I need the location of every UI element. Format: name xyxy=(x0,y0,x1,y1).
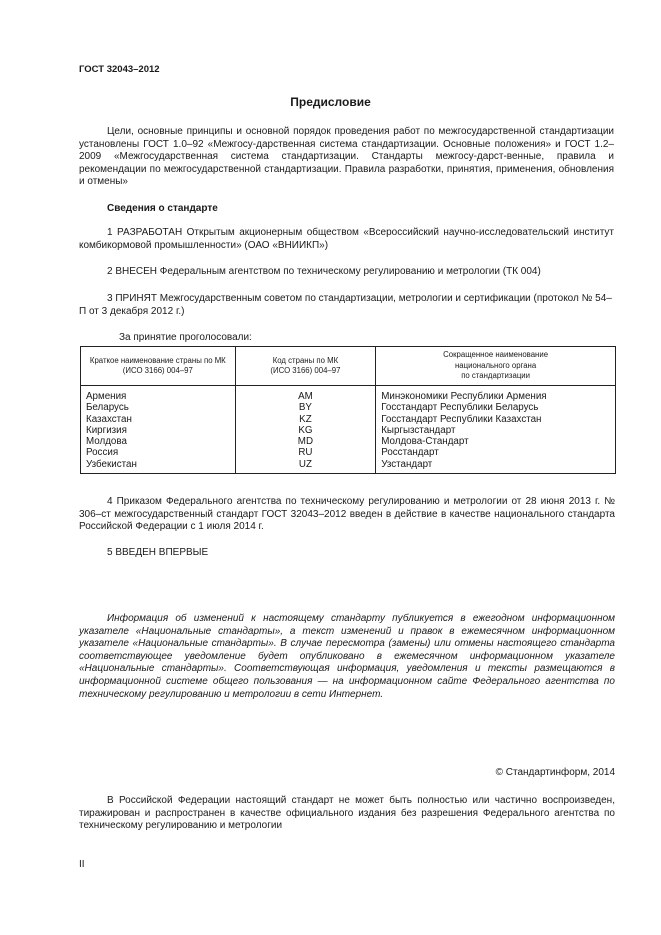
item-introduced: 2 ВНЕСЕН Федеральным агентством по техническому регулированию и метрологии (ТК 004) xyxy=(107,266,541,277)
country-code: AM xyxy=(298,391,313,402)
country-code: RU xyxy=(298,447,313,459)
header-body-line: Сокращенное наименование xyxy=(443,350,549,360)
header-body-line: национального органа xyxy=(455,360,537,370)
header-body xyxy=(376,347,616,386)
country-code: MD xyxy=(297,436,314,448)
countries-cell xyxy=(81,386,236,474)
country-name: Киргизия xyxy=(86,424,127,436)
table-row xyxy=(81,386,616,474)
item-adopted: 3 ПРИНЯТ Межгосударственным советом по стандартизации, метрологии и сертификации (протокол № 54–П от 3 декабря 2012 г.) xyxy=(79,293,612,317)
page-title: Предисловие xyxy=(290,95,371,109)
country-code: UZ xyxy=(298,458,312,470)
header-body-line: по стандартизации xyxy=(461,371,531,381)
header-country-line: Краткое наименование страны по МК xyxy=(89,355,226,365)
item-developed: 1 РАЗРАБОТАН Открытым акционерным обществом «Всероссийский научно-исследовательский институт комбикормовой промышленности» (ОАО «ВНИИКП») xyxy=(79,227,614,251)
copyright: © Стандартинформ, 2014 xyxy=(495,767,615,778)
country-name: Беларусь xyxy=(86,402,129,414)
info-note: Информация об изменений к настоящему стандарту публикуется в ежегодном информационном указателе «Национальные стандарты», а текст изменений и правок в ежемесячном информационном указателе «Национальные стандарты». В случае пересмотра (замены) или отмены настоящего стандарта соответствующее уведомление будет опубликовано в ежемесячном информационном указателе «Национальные стандарты». Соответствующая информация, уведомления и тексты размещаются в информационной системе общего пользования — на информационном сайте Федерального агентства по техническому регулированию и метрологии в сети Интернет. xyxy=(79,613,615,700)
standards-body: Молдова-Стандарт xyxy=(381,436,469,448)
bodies-cell xyxy=(376,386,616,474)
rights-notice: В Российской Федерации настоящий стандарт не может быть полностью или частично воспроизведен, тиражирован и распространен в качестве официального издания без разрешения Федерального агентства по техническому регулированию и метрологии xyxy=(79,795,615,832)
intro-paragraph: Цели, основные принципы и основной порядок проведения работ по межгосударственной стандартизации установлены ГОСТ 1.0–92 «Межгосу-дарственная система стандартизации. Основные положения» и ГОСТ 1.2–2009 «Межгосударственная система стандартизации. Стандарты межгосу-дарст-венные, правила и рекомендации по межгосударственной стандартизации. Правила разработки, принятия, применения, обновления и отмены» xyxy=(79,126,614,188)
section-heading: Сведения о стандарте xyxy=(107,203,218,214)
vote-label: За принятие проголосовали: xyxy=(119,332,252,343)
country-code: KZ xyxy=(299,413,312,425)
header-country xyxy=(81,347,236,386)
country-name: Узбекистан xyxy=(86,458,137,470)
country-name: Армения xyxy=(86,391,127,402)
country-name: Россия xyxy=(86,447,119,459)
header-code xyxy=(235,347,376,386)
country-code: BY xyxy=(298,402,312,414)
header-code-line: (ИСО 3166) 004–97 xyxy=(270,366,341,375)
header-code-line: Код страны по МК xyxy=(272,355,339,365)
standards-body: Госстандарт Республики Казахстан xyxy=(381,413,542,425)
country-name: Молдова xyxy=(86,436,127,448)
voting-table xyxy=(80,346,616,474)
standards-body: Росстандарт xyxy=(381,447,439,459)
item-first-introduced: 5 ВВЕДЕН ВПЕРВЫЕ xyxy=(107,547,209,558)
header-country-line: (ИСО 3166) 004–97 xyxy=(122,366,193,375)
page-number: II xyxy=(79,859,85,870)
standards-body: Минэкономики Республики Армения xyxy=(381,391,547,402)
standards-body: Узстандарт xyxy=(381,458,433,470)
codes-cell xyxy=(235,386,376,474)
standards-body: Госстандарт Республики Беларусь xyxy=(381,402,539,414)
document-id-header: ГОСТ 32043–2012 xyxy=(79,64,160,75)
country-name: Казахстан xyxy=(86,413,132,425)
item-order: 4 Приказом Федерального агентства по техническому регулированию и метрологии от 28 июня 2013 г. № 306–ст межгосударственный стандарт ГОСТ 32043–2012 введен в действие в качестве национального стандарта Российской Федерации с 1 июля 2014 г. xyxy=(79,496,615,533)
country-code: KG xyxy=(298,424,313,436)
standards-body: Кыргызстандарт xyxy=(381,424,456,436)
table-header-row xyxy=(81,347,616,386)
